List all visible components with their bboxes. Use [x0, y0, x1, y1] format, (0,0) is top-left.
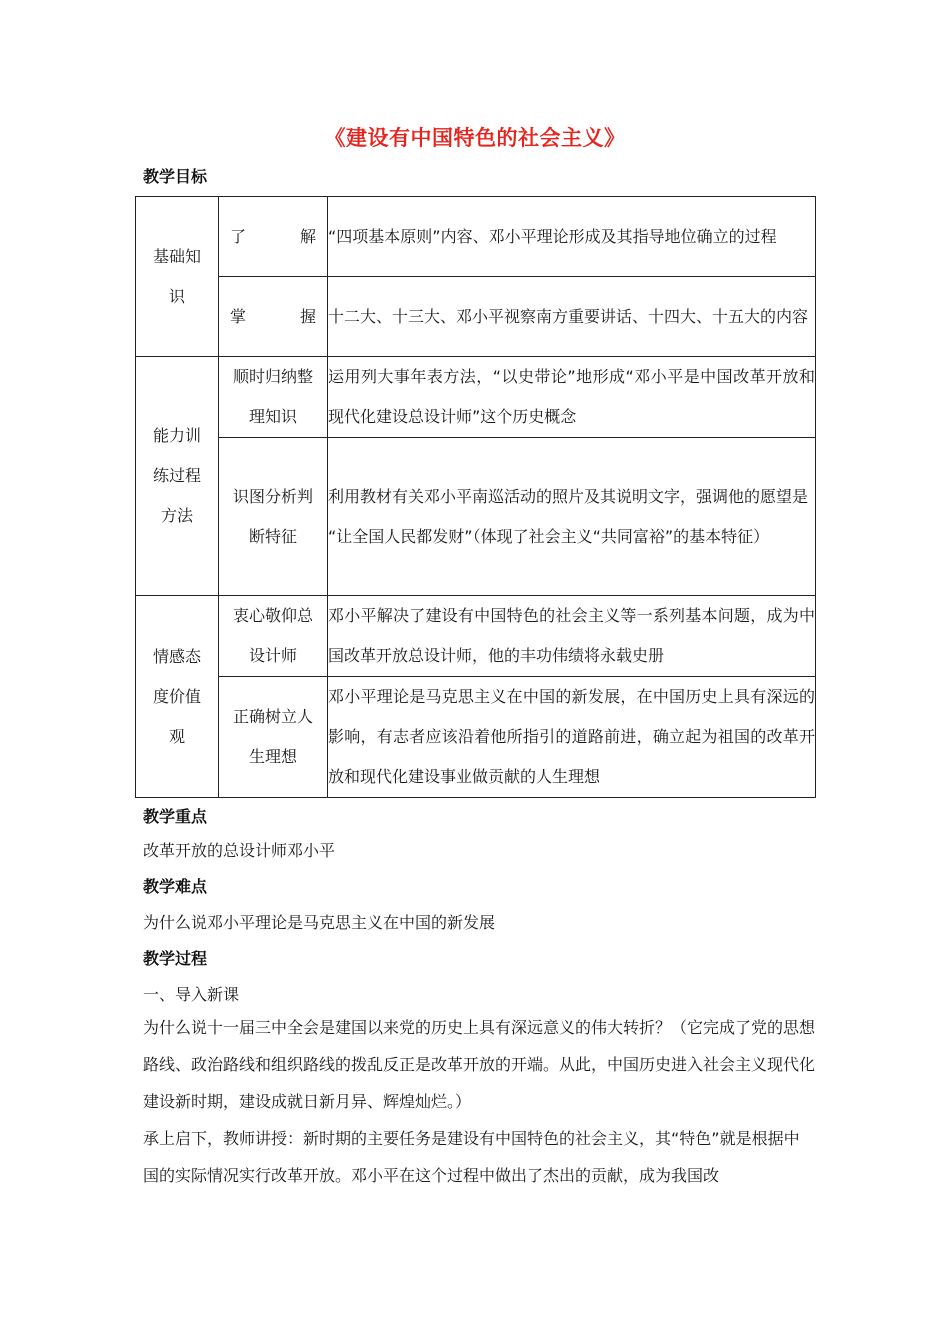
- table-row: [136, 357, 816, 438]
- category-cell: [136, 197, 219, 357]
- category-label: 情感态度价值观: [152, 646, 201, 746]
- level-label: 顺时归纳整理知识: [232, 367, 313, 426]
- content-cell: 邓小平理论是马克思主义在中国的新发展，在中国历史上具有深远的影响，有志者应该沿着他所指引的道路前进，确立起为祖国的改革开放和现代化建设事业做贡献的人生理想: [328, 677, 816, 798]
- process-heading: 教学过程: [143, 949, 208, 968]
- objectives-heading: 教学目标: [143, 167, 208, 186]
- category-cell: [136, 596, 219, 798]
- category-cell: [136, 357, 219, 596]
- table-row: [136, 677, 816, 798]
- level-label: [230, 217, 316, 257]
- process-paragraph: 为什么说十一届三中全会是建国以来党的历史上具有深远意义的伟大转折？（它完成了党的思想路线、政治路线和组织路线的拨乱反正是改革开放的开端。从此，中国历史进入社会主义现代化建设新时期，建设成就日新月异、辉煌灿烂。）: [143, 1018, 816, 1111]
- level-label: 正确树立人生理想: [232, 707, 313, 766]
- level-char: 了: [230, 226, 247, 246]
- table-row: [136, 438, 816, 596]
- category-label: 基础知识: [152, 246, 201, 306]
- focus-text: 改革开放的总设计师邓小平: [143, 841, 336, 860]
- objectives-table: [135, 196, 816, 798]
- content-cell: 十二大、十三大、邓小平视察南方重要讲话、十四大、十五大的内容: [328, 277, 816, 357]
- level-label: 衷心敬仰总设计师: [232, 606, 313, 665]
- content-cell: 邓小平解决了建设有中国特色的社会主义等一系列基本问题，成为中国改革开放总设计师，他的丰功伟绩将永载史册: [328, 596, 816, 677]
- level-char: 掌: [230, 306, 247, 326]
- content-text: “让全国人民都发财”（体现了社会主义“共同富裕”的基本特征）: [328, 526, 770, 546]
- table-row: [136, 277, 816, 357]
- content-text: 利用教材有关邓小平南巡活动的照片及其说明文字，强调他的愿望是: [328, 486, 809, 506]
- difficulty-text: 为什么说邓小平理论是马克思主义在中国的新发展: [143, 913, 496, 932]
- process-step-1: 一、导入新课: [143, 985, 240, 1004]
- content-cell: “四项基本原则”内容、邓小平理论形成及其指导地位确立的过程: [328, 197, 816, 277]
- table-row: [136, 596, 816, 677]
- level-cell: [219, 438, 328, 596]
- process-paragraph: 承上启下，教师讲授：新时期的主要任务是建设有中国特色的社会主义，其“特色”就是根据中国的实际情况实行改革开放。邓小平在这个过程中做出了杰出的贡献，成为我国改: [143, 1129, 800, 1185]
- level-cell: [219, 357, 328, 438]
- level-cell: [219, 277, 328, 357]
- level-cell: [219, 596, 328, 677]
- table-row: [136, 197, 816, 277]
- content-cell: [328, 438, 816, 596]
- focus-heading: 教学重点: [143, 807, 208, 826]
- level-char: 握: [299, 306, 316, 326]
- difficulty-heading: 教学难点: [143, 877, 208, 896]
- level-label: [230, 297, 316, 337]
- content-cell: 运用列大事年表方法，“以史带论”地形成“邓小平是中国改革开放和现代化建设总设计师”这个历史概念: [328, 357, 816, 438]
- level-cell: [219, 677, 328, 798]
- level-cell: [219, 197, 328, 277]
- level-label: 识图分析判断特征: [232, 486, 313, 546]
- category-label: 能力训练过程方法: [152, 426, 201, 525]
- page-title: 《建设有中国特色的社会主义》: [324, 126, 626, 150]
- level-char: 解: [299, 226, 316, 246]
